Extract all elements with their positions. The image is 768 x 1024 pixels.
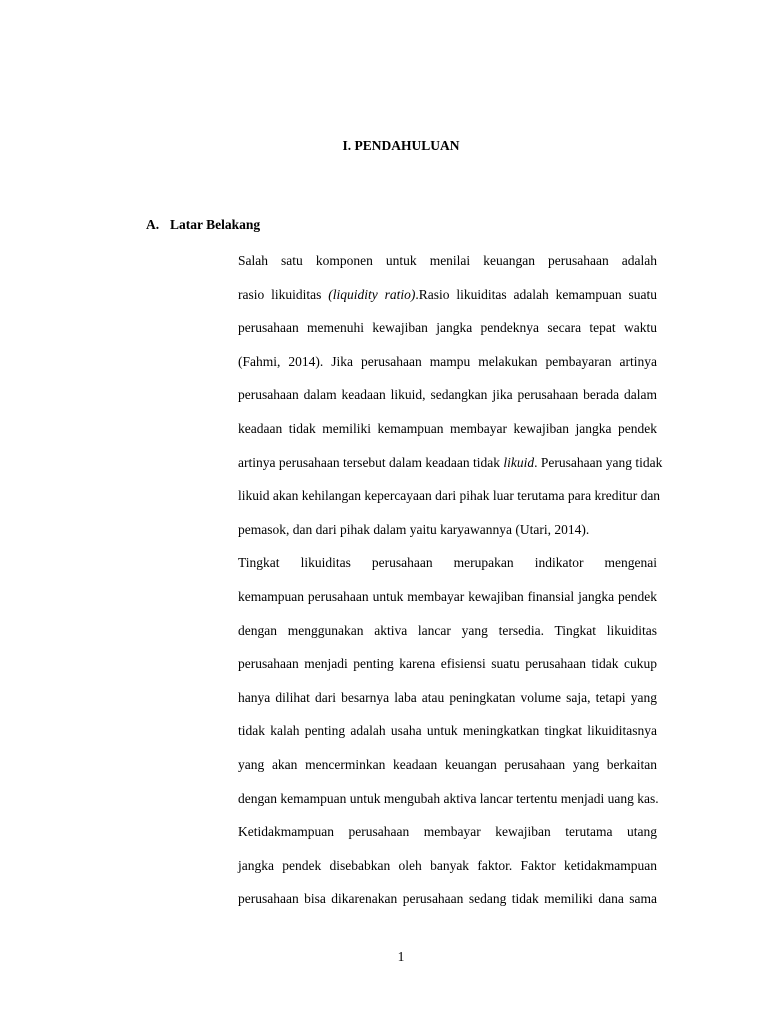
text-line: perusahaan dalam keadaan likuid, sedangkan jika perusahaan berada dalam [238, 387, 657, 403]
text-line: hanya dilihat dari besarnya laba atau peningkatan volume saja, tetapi yang [238, 689, 657, 705]
section-number: A. [146, 217, 160, 232]
text-line: rasio likuiditas (liquidity ratio).Rasio likuiditas adalah kemampuan suatu [238, 286, 657, 302]
text-line: kemampuan perusahaan untuk membayar kewajiban finansial jangka pendek [238, 588, 657, 604]
italic-term: likuid [503, 454, 535, 470]
text-line: Salah satu komponen untuk menilai keuangan perusahaan adalah [238, 253, 657, 268]
text-line: likuid akan kehilangan kepercayaan dari pihak luar terutama para kreditur dan [238, 488, 661, 504]
text-line: perusahaan menjadi penting karena efisiensi suatu perusahaan tidak cukup [238, 656, 657, 672]
body-text [170, 244, 663, 916]
text-line: yang akan mencerminkan keadaan keuangan perusahaan yang berkaitan [238, 756, 657, 772]
text-line: artinya perusahaan tersebut dalam keadaan tidak likuid. Perusahaan yang tidak [238, 454, 663, 470]
page-number: 1 [397, 949, 405, 964]
section-heading [146, 217, 260, 233]
paragraph [170, 546, 657, 815]
text-line: jangka pendek disebabkan oleh banyak faktor. Faktor ketidakmampuan [238, 857, 657, 873]
section-title: Latar Belakang [170, 217, 261, 232]
text-line: (Fahmi, 2014). Jika perusahaan mampu melakukan pembayaran artinya [238, 353, 657, 369]
text-line: Tingkat likuiditas perusahaan merupakan indikator mengenai [238, 555, 657, 571]
text-line: tidak kalah penting adalah usaha untuk meningkatkan tingkat likuiditasnya [238, 723, 657, 739]
text-line: perusahaan bisa dikarenakan perusahaan sedang tidak memiliki dana sama [238, 891, 657, 907]
text-line: dengan menggunakan aktiva lancar yang tersedia. Tingkat likuiditas [238, 622, 657, 638]
italic-term: (liquidity ratio) [328, 286, 416, 302]
text-line: perusahaan memenuhi kewajiban jangka pendeknya secara tepat waktu [238, 320, 657, 336]
text-line: keadaan tidak memiliki kemampuan membayar kewajiban jangka pendek [238, 420, 657, 436]
paragraph [170, 815, 657, 916]
text-line: pemasok, dan dari pihak dalam yaitu karyawannya (Utari, 2014). [238, 521, 590, 537]
chapter-title: I. PENDAHULUAN [342, 138, 460, 153]
paragraph [170, 244, 663, 546]
text-line: Ketidakmampuan perusahaan membayar kewajiban terutama utang [238, 824, 657, 840]
text-line: dengan kemampuan untuk mengubah aktiva lancar tertentu menjadi uang kas. [238, 790, 659, 806]
